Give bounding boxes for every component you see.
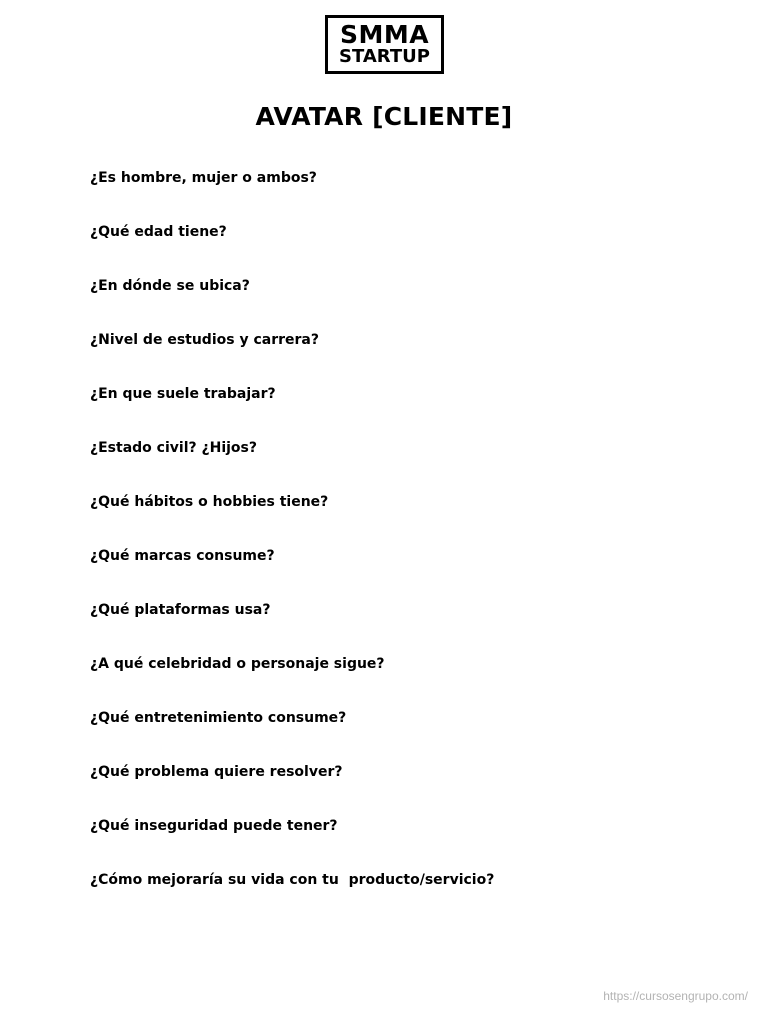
question-item: ¿Qué problema quiere resolver? [90, 764, 343, 780]
question-item: ¿Qué hábitos o hobbies tiene? [90, 494, 329, 510]
question-item: ¿Es hombre, mujer o ambos? [90, 170, 317, 186]
logo-text-line1: SMMA [339, 20, 430, 49]
page-title: AVATAR [CLIENTE] [255, 102, 513, 131]
smma-startup-logo [325, 15, 444, 74]
question-item: ¿Qué edad tiene? [90, 224, 227, 240]
question-item: ¿Qué entretenimiento consume? [90, 710, 347, 726]
question-list [90, 169, 494, 925]
question-item: ¿Qué marcas consume? [90, 548, 275, 564]
question-item: ¿Qué plataformas usa? [90, 602, 271, 618]
question-item: ¿En que suele trabajar? [90, 386, 276, 402]
logo-text-line2: STARTUP [339, 46, 430, 67]
question-item: ¿En dónde se ubica? [90, 278, 250, 294]
question-item: ¿Qué inseguridad puede tener? [90, 818, 338, 834]
question-item: ¿Estado civil? ¿Hijos? [90, 440, 257, 456]
question-item: ¿Nivel de estudios y carrera? [90, 332, 319, 348]
question-item: ¿A qué celebridad o personaje sigue? [90, 656, 385, 672]
footer-url[interactable]: https://cursosengrupo.com/ [603, 989, 748, 1003]
question-item: ¿Cómo mejoraría su vida con tu producto/servicio? [90, 872, 495, 888]
